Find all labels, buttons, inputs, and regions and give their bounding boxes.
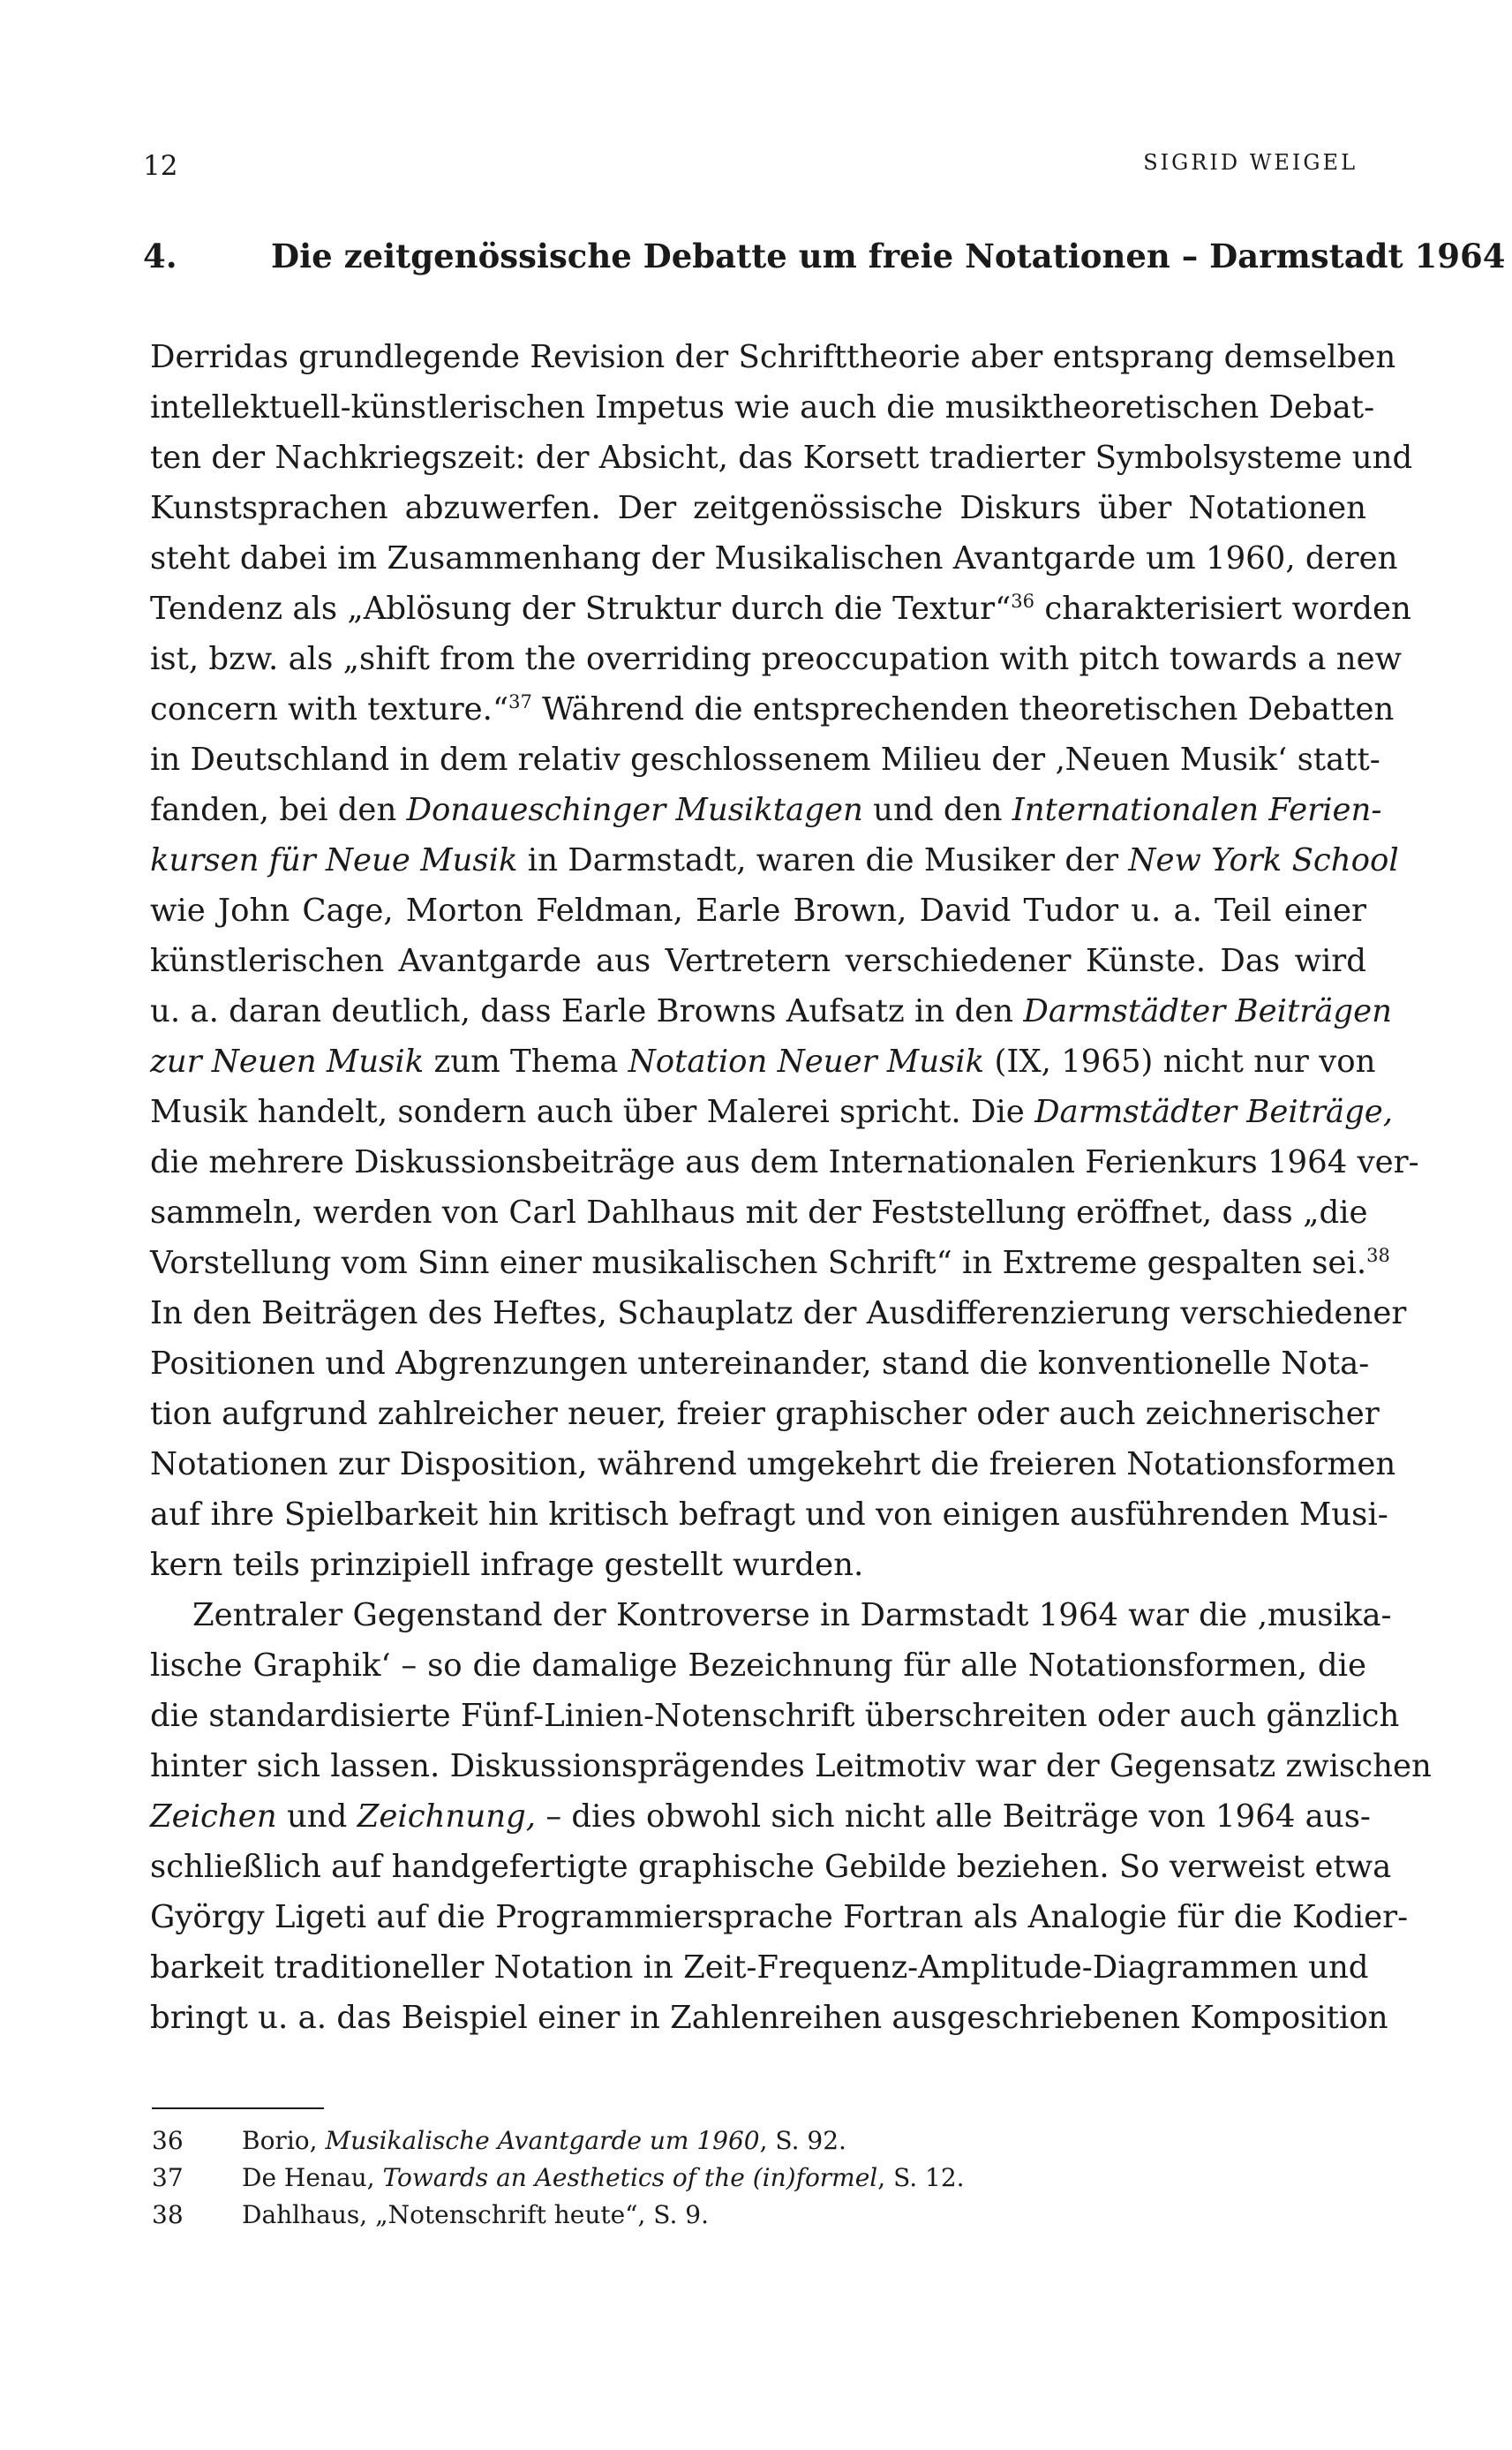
section-number: 4. bbox=[143, 237, 177, 275]
italic-text: kursen für Neue Musik bbox=[150, 842, 518, 878]
text-line bbox=[150, 1238, 1390, 1288]
text-line bbox=[150, 1892, 1409, 1942]
footnote-author: Borio, bbox=[242, 2126, 326, 2155]
text-run: in Deutschland in dem relativ geschlossenem Milieu der ‚Neuen Musik‘ statt- bbox=[150, 742, 1380, 778]
text-run: künstlerischen Avantgarde aus Vertretern verschiedener Künste. Das wird bbox=[150, 943, 1366, 979]
text-line bbox=[150, 735, 1380, 785]
text-line bbox=[150, 584, 1411, 634]
text-line bbox=[150, 1942, 1369, 1993]
italic-text: Darmstädter Beiträge, bbox=[1034, 1094, 1394, 1130]
text-run: In den Beiträgen des Heftes, Schauplatz der Ausdifferenzierung verschiedener bbox=[150, 1295, 1407, 1331]
text-run: schließlich auf handgefertigte graphische Gebilde beziehen. So verweist etwa bbox=[150, 1849, 1392, 1885]
italic-text: Zeichen bbox=[150, 1798, 277, 1835]
footnote-rule bbox=[152, 2107, 324, 2109]
text-run: in Darmstadt, waren die Musiker der bbox=[517, 842, 1129, 878]
text-run: Positionen und Abgrenzungen untereinander, stand die konventionelle Nota- bbox=[150, 1346, 1370, 1382]
text-line bbox=[150, 785, 1382, 835]
footnote-rest: „Notenschrift heute“, S. 9. bbox=[375, 2200, 709, 2229]
footnote-rest: , S. 92. bbox=[759, 2126, 846, 2155]
section-heading bbox=[143, 237, 1506, 275]
text-line bbox=[150, 1791, 1371, 1842]
footnotes bbox=[152, 2122, 965, 2234]
text-line bbox=[150, 1842, 1392, 1892]
italic-text: zur Neuen Musik bbox=[150, 1044, 425, 1080]
footnote bbox=[152, 2197, 965, 2234]
text-line bbox=[150, 1137, 1419, 1187]
running-head: SIGRID WEIGEL bbox=[1143, 150, 1358, 175]
text-run: tion aufgrund zahlreicher neuer, freier graphischer oder auch zeichnerischer bbox=[150, 1396, 1380, 1432]
italic-text: Zeichnung, bbox=[357, 1798, 537, 1835]
text-run: Vorstellung vom Sinn einer musikalischen Schrift“ in Extreme gespalten sei. bbox=[150, 1245, 1367, 1281]
text-run: György Ligeti auf die Programmiersprache Fortran als Analogie für die Kodier- bbox=[150, 1899, 1409, 1935]
text-line bbox=[150, 533, 1398, 584]
text-run: ist, bzw. als „shift from the overriding preoccupation with pitch towards a new bbox=[150, 641, 1403, 677]
text-line bbox=[150, 835, 1399, 886]
text-run: Während die entsprechenden theoretischen Debatten bbox=[531, 691, 1395, 727]
text-line bbox=[150, 1288, 1407, 1338]
text-line bbox=[150, 1187, 1366, 1238]
text-line bbox=[150, 1640, 1366, 1691]
italic-text: New York School bbox=[1128, 842, 1399, 878]
footnote-title: Musikalische Avantgarde um 1960 bbox=[325, 2126, 760, 2155]
text-line bbox=[150, 1489, 1388, 1540]
text-line bbox=[150, 332, 1396, 382]
text-run: Derridas grundlegende Revision der Schrifttheorie aber entsprang demselben bbox=[150, 339, 1396, 375]
italic-text: Notation Neuer Musik bbox=[628, 1044, 985, 1080]
italic-text: Donaueschinger Musiktagen bbox=[406, 792, 863, 828]
text-run: Musik handelt, sondern auch über Malerei spricht. Die bbox=[150, 1094, 1035, 1130]
text-run: Zentraler Gegenstand der Kontroverse in Darmstadt 1964 war die ‚musika- bbox=[192, 1597, 1392, 1633]
footnote-author: Dahlhaus, bbox=[242, 2200, 376, 2229]
footnote bbox=[152, 2160, 965, 2197]
footnote-number: 37 bbox=[152, 2163, 184, 2192]
body-text bbox=[150, 332, 1432, 2043]
text-run: die mehrere Diskussionsbeiträge aus dem Internationalen Ferienkurs 1964 ver- bbox=[150, 1144, 1419, 1180]
text-run: steht dabei im Zusammenhang der Musikalischen Avantgarde um 1960, deren bbox=[150, 540, 1398, 577]
text-run: sammeln, werden von Carl Dahlhaus mit der Feststellung eröffnet, dass „die bbox=[150, 1195, 1368, 1231]
footnote-ref: 37 bbox=[508, 691, 532, 713]
footnote-title: Towards an Aesthetics of the (in)formel bbox=[382, 2163, 878, 2192]
text-line bbox=[150, 1087, 1394, 1137]
text-line bbox=[150, 1691, 1400, 1741]
footnote-number: 36 bbox=[152, 2126, 184, 2155]
text-line bbox=[150, 1389, 1380, 1439]
footnote bbox=[152, 2122, 965, 2160]
text-line bbox=[150, 886, 1366, 936]
footnote-text bbox=[242, 2122, 846, 2160]
text-line bbox=[150, 1741, 1432, 1791]
text-run: fanden, bei den bbox=[150, 792, 407, 828]
footnote-text bbox=[242, 2160, 965, 2197]
section-title: Die zeitgenössische Debatte um freie Notationen – Darmstadt 1964 bbox=[271, 237, 1506, 275]
text-line bbox=[150, 936, 1366, 986]
footnote-author: De Henau, bbox=[242, 2163, 383, 2192]
text-run: lische Graphik‘ – so die damalige Bezeichnung für alle Notationsformen, die bbox=[150, 1647, 1366, 1684]
text-line bbox=[150, 382, 1375, 433]
page-number: 12 bbox=[143, 150, 178, 182]
text-run: – dies obwohl sich nicht alle Beiträge von 1964 aus- bbox=[536, 1798, 1371, 1835]
text-line bbox=[150, 684, 1395, 735]
text-run: concern with texture.“ bbox=[150, 691, 509, 727]
text-run: hinter sich lassen. Diskussionsprägendes Leitmotiv war der Gegensatz zwischen bbox=[150, 1748, 1432, 1784]
text-run: zum Thema bbox=[424, 1044, 628, 1080]
text-line bbox=[150, 1540, 1366, 1590]
text-run: intellektuell-künstlerischen Impetus wie auch die musiktheoretischen Debat- bbox=[150, 389, 1375, 426]
text-run: kern teils prinzipiell infrage gestellt wurden. bbox=[150, 1547, 864, 1583]
text-run: und bbox=[276, 1798, 357, 1835]
text-run: (IX, 1965) nicht nur von bbox=[984, 1044, 1376, 1080]
text-run: Kunstsprachen abzuwerfen. Der zeitgenössische Diskurs über Notationen bbox=[150, 490, 1366, 526]
italic-text: Internationalen Ferien- bbox=[1012, 792, 1382, 828]
footnote-text bbox=[242, 2197, 709, 2234]
footnote-ref: 36 bbox=[1011, 591, 1035, 613]
text-run: auf ihre Spielbarkeit hin kritisch befragt und von einigen ausführenden Musi- bbox=[150, 1496, 1388, 1533]
text-line bbox=[150, 1439, 1396, 1489]
text-run: bringt u. a. das Beispiel einer in Zahlenreihen ausgeschriebenen Komposition bbox=[150, 2000, 1388, 2036]
text-run: ten der Nachkriegszeit: der Absicht, das Korsett tradierter Symbolsysteme und bbox=[150, 440, 1413, 476]
text-run: wie John Cage, Morton Feldman, Earle Brown, David Tudor u. a. Teil einer bbox=[150, 893, 1366, 929]
text-run: Tendenz als „Ablösung der Struktur durch die Textur“ bbox=[150, 591, 1012, 627]
text-line bbox=[150, 986, 1392, 1037]
footnote-number: 38 bbox=[152, 2200, 184, 2229]
text-run: charakterisiert worden bbox=[1034, 591, 1411, 627]
footnote-rest: , S. 12. bbox=[877, 2163, 965, 2192]
footnote-ref: 38 bbox=[1366, 1245, 1390, 1267]
text-run: u. a. daran deutlich, dass Earle Browns Aufsatz in den bbox=[150, 993, 1024, 1029]
text-line bbox=[150, 1338, 1370, 1389]
italic-text: Darmstädter Beiträgen bbox=[1023, 993, 1392, 1029]
text-line bbox=[150, 483, 1366, 533]
text-line bbox=[150, 1590, 1392, 1640]
text-line bbox=[150, 1993, 1388, 2043]
text-run: Notationen zur Disposition, während umgekehrt die freieren Notationsformen bbox=[150, 1446, 1396, 1482]
text-run: barkeit traditioneller Notation in Zeit-Frequenz-Amplitude-Diagrammen und bbox=[150, 1949, 1369, 1986]
text-run: die standardisierte Fünf-Linien-Notenschrift überschreiten oder auch gänzlich bbox=[150, 1698, 1400, 1734]
text-line bbox=[150, 1037, 1376, 1087]
text-line bbox=[150, 634, 1403, 684]
text-line bbox=[150, 433, 1413, 483]
text-run: und den bbox=[862, 792, 1012, 828]
